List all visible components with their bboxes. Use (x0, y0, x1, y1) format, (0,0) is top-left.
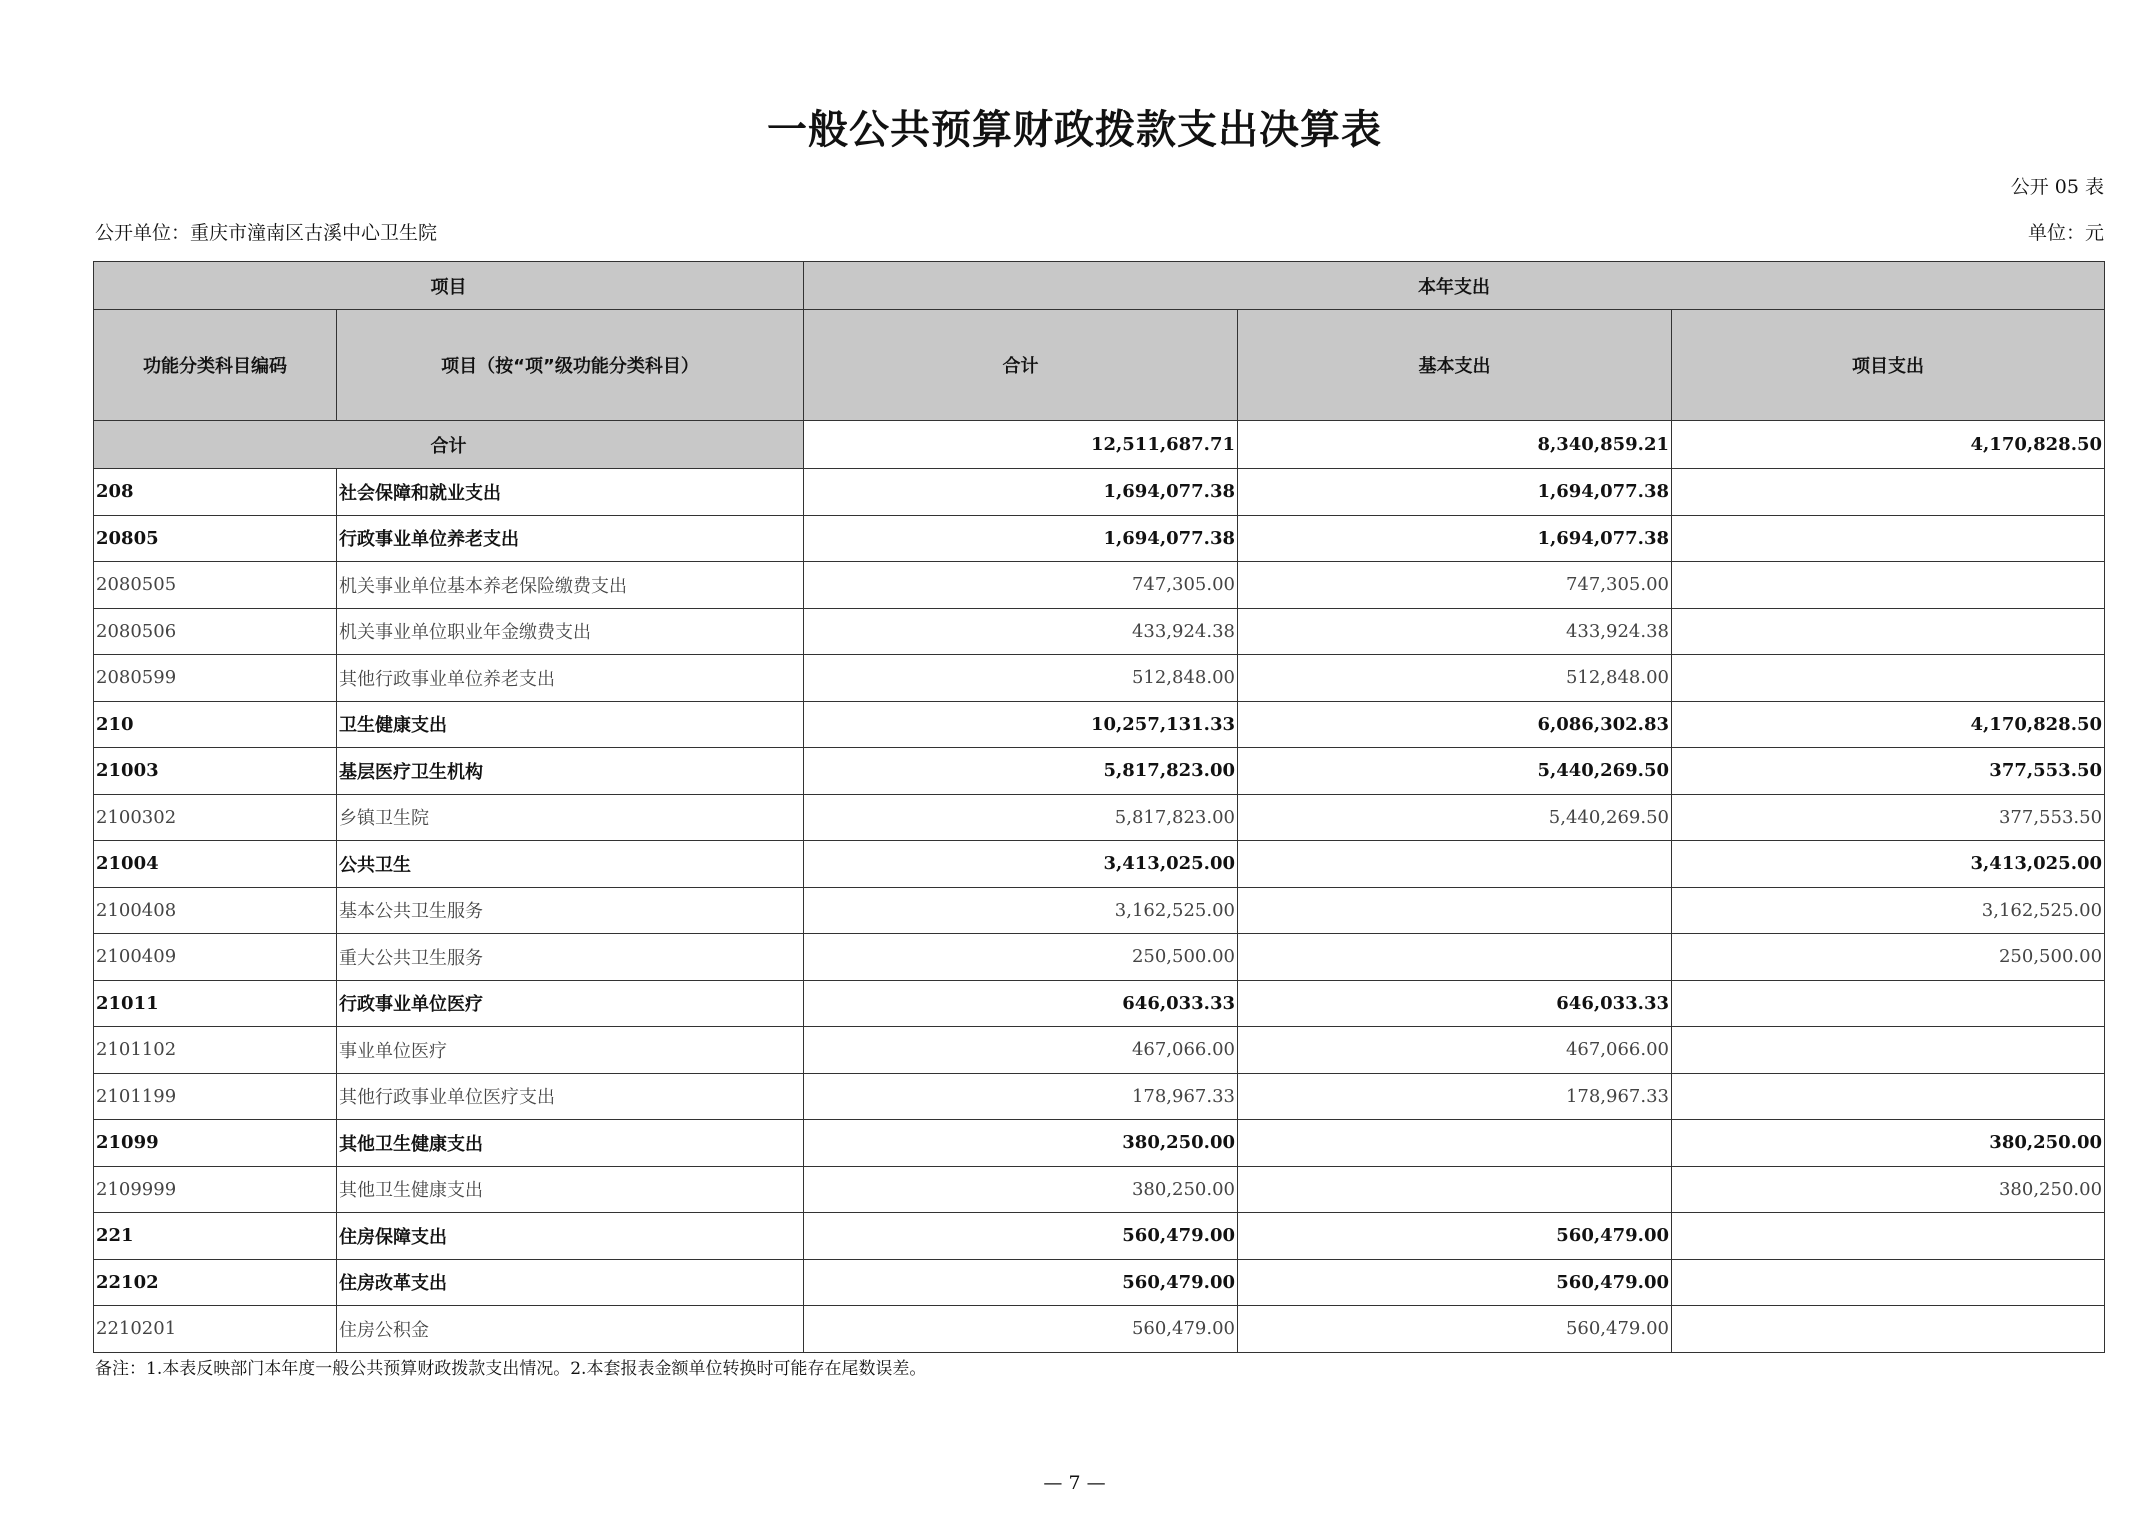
table-row (94, 1166, 2105, 1213)
row-program: 3,162,525.00 (1672, 887, 2105, 934)
row-program: 3,413,025.00 (1672, 841, 2105, 888)
row-total: 1,694,077.38 (804, 515, 1238, 562)
table-row (94, 934, 2105, 981)
row-code: 20805 (94, 515, 337, 562)
row-total: 560,479.00 (804, 1306, 1238, 1353)
row-total: 3,162,525.00 (804, 887, 1238, 934)
row-name: 住房公积金 (337, 1306, 804, 1353)
row-basic (1238, 841, 1672, 888)
table-row (94, 515, 2105, 562)
row-total: 10,257,131.33 (804, 701, 1238, 748)
table-row (94, 469, 2105, 516)
expenditure-table (93, 261, 2105, 1353)
row-name: 行政事业单位养老支出 (337, 515, 804, 562)
table-row (94, 794, 2105, 841)
row-code: 210 (94, 701, 337, 748)
header-project: 项目 (94, 262, 804, 310)
row-name: 机关事业单位职业年金缴费支出 (337, 608, 804, 655)
row-basic: 512,848.00 (1238, 655, 1672, 702)
row-basic (1238, 1120, 1672, 1167)
row-name: 重大公共卫生服务 (337, 934, 804, 981)
table-row (94, 1213, 2105, 1260)
table-row (94, 1073, 2105, 1120)
row-name: 事业单位医疗 (337, 1027, 804, 1074)
row-program (1672, 1306, 2105, 1353)
row-name: 机关事业单位基本养老保险缴费支出 (337, 562, 804, 609)
row-code: 2080505 (94, 562, 337, 609)
table-row (94, 1120, 2105, 1167)
row-basic: 560,479.00 (1238, 1213, 1672, 1260)
row-basic: 5,440,269.50 (1238, 794, 1672, 841)
table-row (94, 608, 2105, 655)
row-total: 250,500.00 (804, 934, 1238, 981)
row-program: 377,553.50 (1672, 748, 2105, 795)
header-program: 项目支出 (1672, 310, 2105, 421)
row-basic (1238, 1166, 1672, 1213)
row-basic: 5,440,269.50 (1238, 748, 1672, 795)
row-basic: 646,033.33 (1238, 980, 1672, 1027)
row-total: 5,817,823.00 (804, 748, 1238, 795)
row-total: 560,479.00 (804, 1259, 1238, 1306)
row-basic: 1,694,077.38 (1238, 469, 1672, 516)
row-program (1672, 1027, 2105, 1074)
row-basic: 560,479.00 (1238, 1306, 1672, 1353)
row-basic: 560,479.00 (1238, 1259, 1672, 1306)
row-name: 其他卫生健康支出 (337, 1166, 804, 1213)
row-total: 3,413,025.00 (804, 841, 1238, 888)
row-program (1672, 655, 2105, 702)
row-total: 380,250.00 (804, 1166, 1238, 1213)
row-code: 2101199 (94, 1073, 337, 1120)
total-total: 12,511,687.71 (804, 421, 1238, 469)
row-name: 乡镇卫生院 (337, 794, 804, 841)
row-code: 21004 (94, 841, 337, 888)
page-number: — 7 — (1043, 1472, 1106, 1494)
row-total: 560,479.00 (804, 1213, 1238, 1260)
header-total: 合计 (804, 310, 1238, 421)
row-code: 2080599 (94, 655, 337, 702)
row-name: 其他行政事业单位养老支出 (337, 655, 804, 702)
row-name: 社会保障和就业支出 (337, 469, 804, 516)
row-program (1672, 469, 2105, 516)
table-row (94, 1259, 2105, 1306)
row-program: 377,553.50 (1672, 794, 2105, 841)
row-code: 21099 (94, 1120, 337, 1167)
row-program (1672, 608, 2105, 655)
row-total: 646,033.33 (804, 980, 1238, 1027)
row-program: 250,500.00 (1672, 934, 2105, 981)
row-program (1672, 562, 2105, 609)
row-basic (1238, 934, 1672, 981)
reporting-organization: 公开单位：重庆市潼南区古溪中心卫生院 (95, 222, 438, 244)
row-name: 住房改革支出 (337, 1259, 804, 1306)
row-code: 21003 (94, 748, 337, 795)
page-title: 一般公共预算财政拨款支出决算表 (767, 107, 1382, 153)
table-row (94, 701, 2105, 748)
row-code: 2100302 (94, 794, 337, 841)
total-row (94, 421, 2105, 469)
row-code: 2100408 (94, 887, 337, 934)
row-total: 467,066.00 (804, 1027, 1238, 1074)
table-row (94, 748, 2105, 795)
row-program (1672, 980, 2105, 1027)
row-basic: 178,967.33 (1238, 1073, 1672, 1120)
row-program (1672, 1073, 2105, 1120)
row-basic: 433,924.38 (1238, 608, 1672, 655)
row-total: 5,817,823.00 (804, 794, 1238, 841)
row-name: 卫生健康支出 (337, 701, 804, 748)
row-code: 2101102 (94, 1027, 337, 1074)
row-total: 380,250.00 (804, 1120, 1238, 1167)
row-program: 4,170,828.50 (1672, 701, 2105, 748)
total-program: 4,170,828.50 (1672, 421, 2105, 469)
row-program (1672, 1213, 2105, 1260)
row-code: 2210201 (94, 1306, 337, 1353)
table-row (94, 887, 2105, 934)
row-total: 512,848.00 (804, 655, 1238, 702)
row-total: 433,924.38 (804, 608, 1238, 655)
header-name: 项目（按“项”级功能分类科目） (337, 310, 804, 421)
row-code: 22102 (94, 1259, 337, 1306)
row-program (1672, 515, 2105, 562)
table-row (94, 1306, 2105, 1353)
row-name: 基本公共卫生服务 (337, 887, 804, 934)
footnote: 备注：1.本表反映部门本年度一般公共预算财政拨款支出情况。2.本套报表金额单位转换时可能存在尾数误差。 (95, 1359, 927, 1379)
header-current-year-expense: 本年支出 (804, 262, 2105, 310)
row-name: 其他卫生健康支出 (337, 1120, 804, 1167)
header-basic: 基本支出 (1238, 310, 1672, 421)
table-row (94, 655, 2105, 702)
header-code: 功能分类科目编码 (94, 310, 337, 421)
row-program: 380,250.00 (1672, 1120, 2105, 1167)
row-name: 行政事业单位医疗 (337, 980, 804, 1027)
table-row (94, 1027, 2105, 1074)
row-code: 21011 (94, 980, 337, 1027)
row-code: 208 (94, 469, 337, 516)
row-basic: 747,305.00 (1238, 562, 1672, 609)
row-program (1672, 1259, 2105, 1306)
row-program: 380,250.00 (1672, 1166, 2105, 1213)
row-code: 2109999 (94, 1166, 337, 1213)
table-row (94, 562, 2105, 609)
row-total: 1,694,077.38 (804, 469, 1238, 516)
row-basic: 6,086,302.83 (1238, 701, 1672, 748)
row-code: 2100409 (94, 934, 337, 981)
total-basic: 8,340,859.21 (1238, 421, 1672, 469)
row-basic: 467,066.00 (1238, 1027, 1672, 1074)
row-code: 221 (94, 1213, 337, 1260)
row-name: 基层医疗卫生机构 (337, 748, 804, 795)
row-basic (1238, 887, 1672, 934)
row-code: 2080506 (94, 608, 337, 655)
total-label: 合计 (94, 421, 804, 469)
row-name: 其他行政事业单位医疗支出 (337, 1073, 804, 1120)
row-name: 住房保障支出 (337, 1213, 804, 1260)
table-row (94, 841, 2105, 888)
table-row (94, 980, 2105, 1027)
row-total: 178,967.33 (804, 1073, 1238, 1120)
row-basic: 1,694,077.38 (1238, 515, 1672, 562)
row-name: 公共卫生 (337, 841, 804, 888)
form-number: 公开 05 表 (2010, 176, 2104, 198)
row-total: 747,305.00 (804, 562, 1238, 609)
currency-unit: 单位：元 (2027, 222, 2104, 244)
